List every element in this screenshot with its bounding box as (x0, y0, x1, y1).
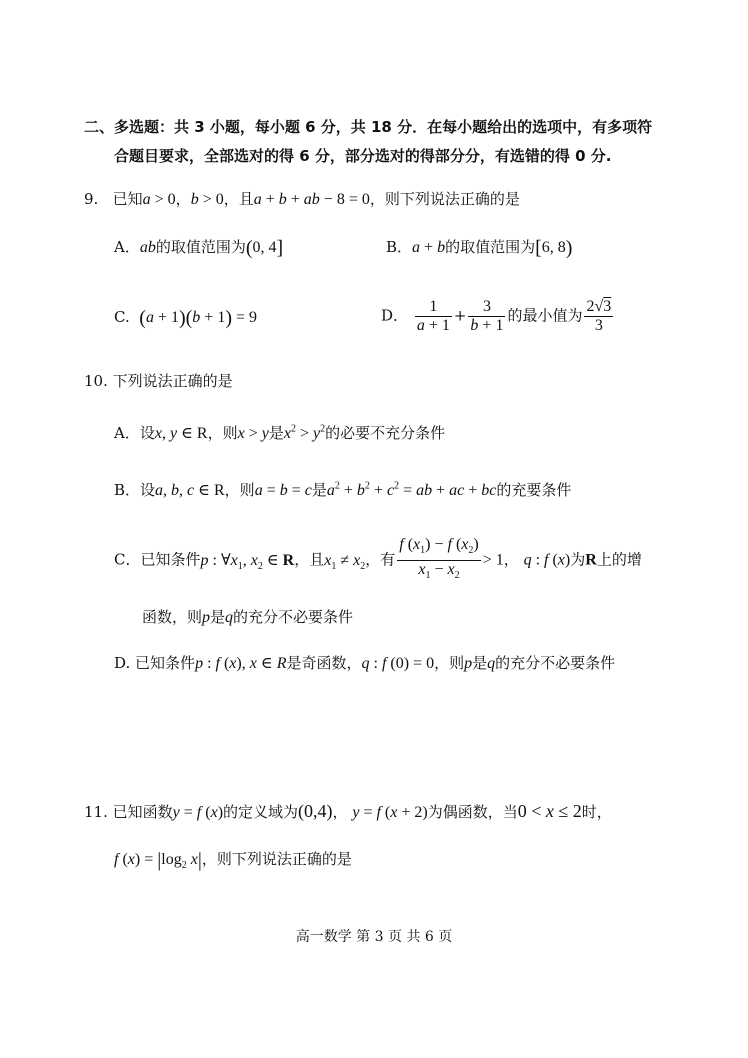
question-number: 9. (84, 190, 99, 208)
page-footer: 高一数学 第 3 页 共 6 页 (295, 929, 453, 945)
option-10a: A．设x, y ∈ R，则x > y是$x^2 > y^2$的必要不充分条件 (114, 423, 446, 442)
fraction: $\frac{2√3}{3}$ (586, 298, 612, 334)
question-number: 11. (84, 803, 108, 821)
question-11-stem: 11. 已知函数y = f (x)的定义域为(0,4)， y = f (x + 2)为偶函数，当0 < x ≤ 2时， (84, 801, 612, 821)
option-10c-line2: 函数，则p是q的充分不必要条件 (142, 608, 354, 626)
question-9-stem: 9. 已知a > 0，b > 0，且a + b + ab − 8 = 0，则下列说法正确的是 (84, 190, 520, 208)
question-number: 10. (84, 372, 108, 390)
question-10-stem: 10. 下列说法正确的是 (84, 372, 233, 390)
option-10b: B．设a, b, c ∈ R，则a = b = c是$a^2 + b^2 + c^2$ = ab + ac + bc的充要条件 (114, 480, 572, 499)
fraction: $\frac{1}{a + 1}$ (416, 298, 450, 334)
fraction: $\frac{f (x_1) - f (x_2)}{x_1 - x_2}$ (399, 536, 479, 582)
option-9b: B．a + b的取值范围为[6, 8) (386, 237, 573, 259)
option-9c: C. (a + 1)(b + 1) = 9 (114, 307, 258, 329)
option-9a: A．ab的取值范围为(0, 4] (114, 237, 284, 259)
option-10c: C．已知条件p : $\forall x_1$, $x_2$ ∈ R，且$x_1 \ne x_2$，有 $\frac{f (x_1) - f (x_2)}{x_1 - x_2}$ > 1， q : f (x)为R上的增 (114, 536, 642, 585)
option-10d: D. 已知条件p : f (x), x ∈ R是奇函数，q : f (0) = 0，则p是q的充分不必要条件 (114, 654, 616, 672)
section-header-line1: 二、多选题：共 3 小题，每小题 6 分，共 18 分．在每小题给出的选项中，有多项符 (84, 118, 653, 136)
option-9d: D． $\frac{1}{a + 1}$ + $\frac{3}{b + 1}$ 的最小值为 $\frac{2√3}{3}$ (381, 298, 612, 334)
section-header-line2: 合题目要求，全部选对的得 6 分，部分选对的得部分分，有选错的得 0 分. (114, 147, 612, 165)
question-11-stem-line2: f $(x) = |\log_2$ x|，则下列说法正确的是 (114, 849, 352, 872)
fraction: $\frac{3}{b + 1}$ (470, 298, 504, 334)
